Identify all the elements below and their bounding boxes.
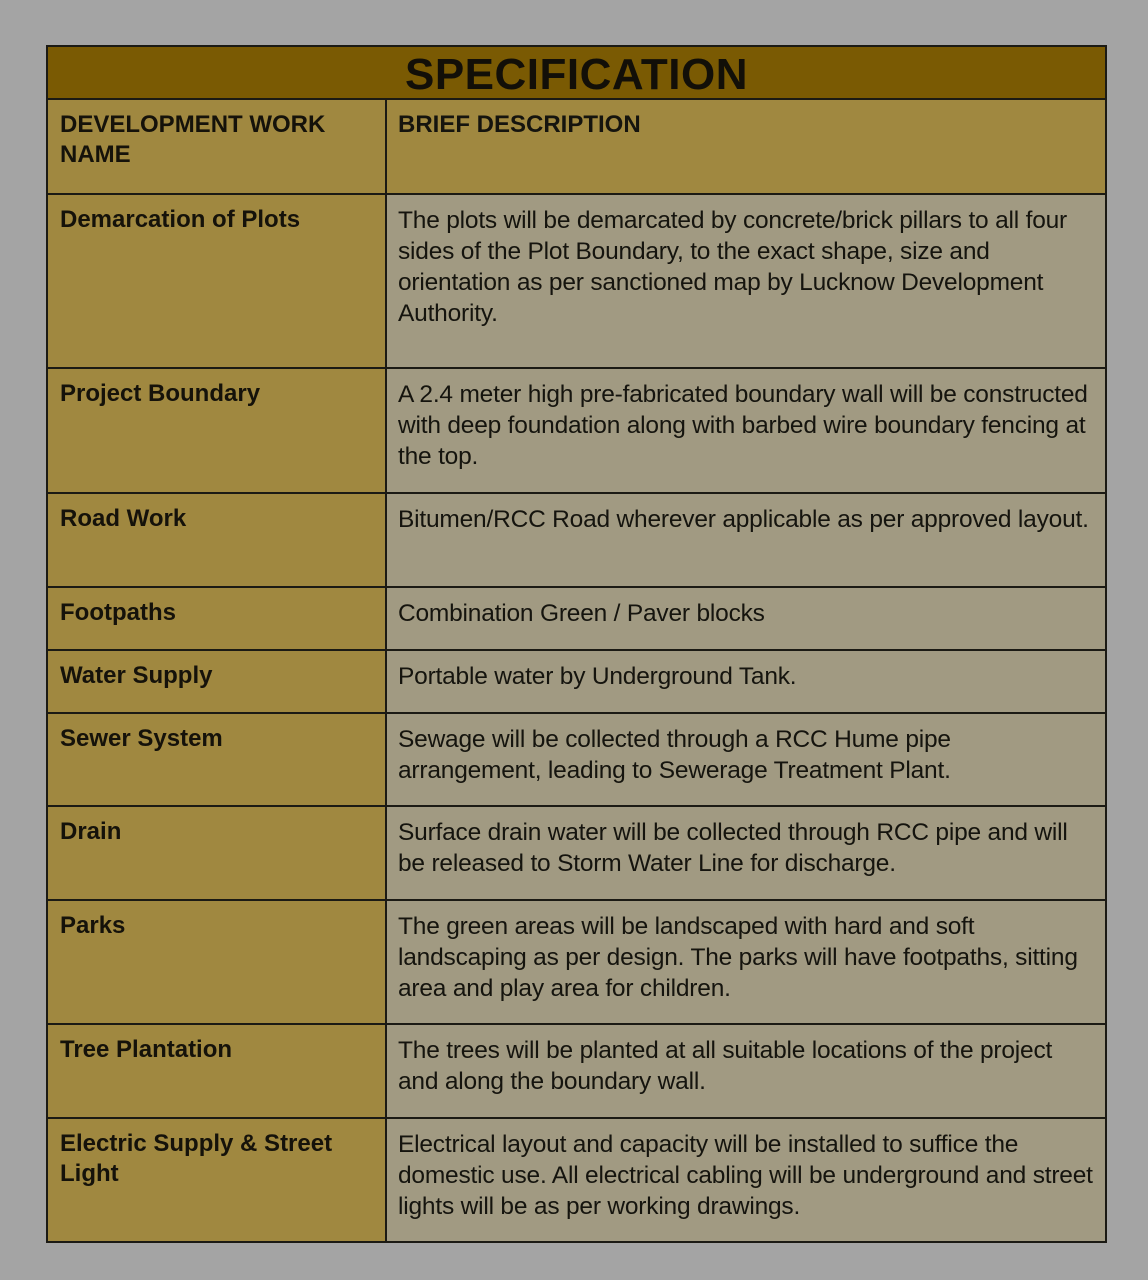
work-name: Water Supply bbox=[48, 651, 387, 712]
work-description: Sewage will be collected through a RCC Hume pipe arrangement, leading to Sewerage Treatment Plant. bbox=[398, 726, 951, 784]
title-bar bbox=[48, 47, 1105, 100]
work-name: Drain bbox=[48, 807, 387, 899]
table-row bbox=[48, 651, 1105, 714]
work-description: Bitumen/RCC Road wherever applicable as per approved layout. bbox=[398, 506, 1089, 533]
column-header-name: DEVELOPMENT WORK NAME bbox=[48, 100, 387, 193]
table-row bbox=[48, 901, 1105, 1025]
work-description: Electrical layout and capacity will be installed to suffice the domestic use. All electrical cabling will be underground and street lights will be as per working drawings. bbox=[398, 1131, 1093, 1220]
work-description: The plots will be demarcated by concrete/brick pillars to all four sides of the Plot Boundary, to the exact shape, size and orientation as per sanctioned map by Lucknow Development Authority. bbox=[398, 207, 1068, 327]
table-row bbox=[48, 588, 1105, 651]
work-description: Surface drain water will be collected through RCC pipe and will be released to Storm Water Line for discharge. bbox=[398, 819, 1068, 877]
header-row bbox=[48, 100, 1105, 195]
work-name: Electric Supply & Street Light bbox=[48, 1119, 387, 1241]
work-description: Combination Green / Paver blocks bbox=[398, 600, 765, 627]
table-row bbox=[48, 369, 1105, 494]
work-name: Road Work bbox=[48, 494, 387, 586]
table-row bbox=[48, 807, 1105, 901]
work-name: Demarcation of Plots bbox=[48, 195, 387, 367]
table-title: SPECIFICATION bbox=[404, 49, 749, 99]
specification-table bbox=[46, 45, 1107, 1243]
table-row bbox=[48, 1119, 1105, 1241]
table-row bbox=[48, 195, 1105, 369]
work-description: The green areas will be landscaped with hard and soft landscaping as per design. The parks will have footpaths, sitting area and play area for children. bbox=[398, 913, 1078, 1002]
work-description: The trees will be planted at all suitable locations of the project and along the boundary wall. bbox=[398, 1037, 1053, 1095]
table-row bbox=[48, 494, 1105, 588]
work-name: Footpaths bbox=[48, 588, 387, 649]
work-name: Tree Plantation bbox=[48, 1025, 387, 1117]
work-description: A 2.4 meter high pre-fabricated boundary wall will be constructed with deep foundation along with barbed wire boundary fencing at the top. bbox=[398, 381, 1088, 470]
work-description: Portable water by Underground Tank. bbox=[398, 663, 797, 690]
table-row bbox=[48, 1025, 1105, 1119]
work-name: Parks bbox=[48, 901, 387, 1023]
work-name: Project Boundary bbox=[48, 369, 387, 492]
work-name: Sewer System bbox=[48, 714, 387, 805]
column-header-description: BRIEF DESCRIPTION bbox=[387, 100, 1105, 193]
table-row bbox=[48, 714, 1105, 807]
